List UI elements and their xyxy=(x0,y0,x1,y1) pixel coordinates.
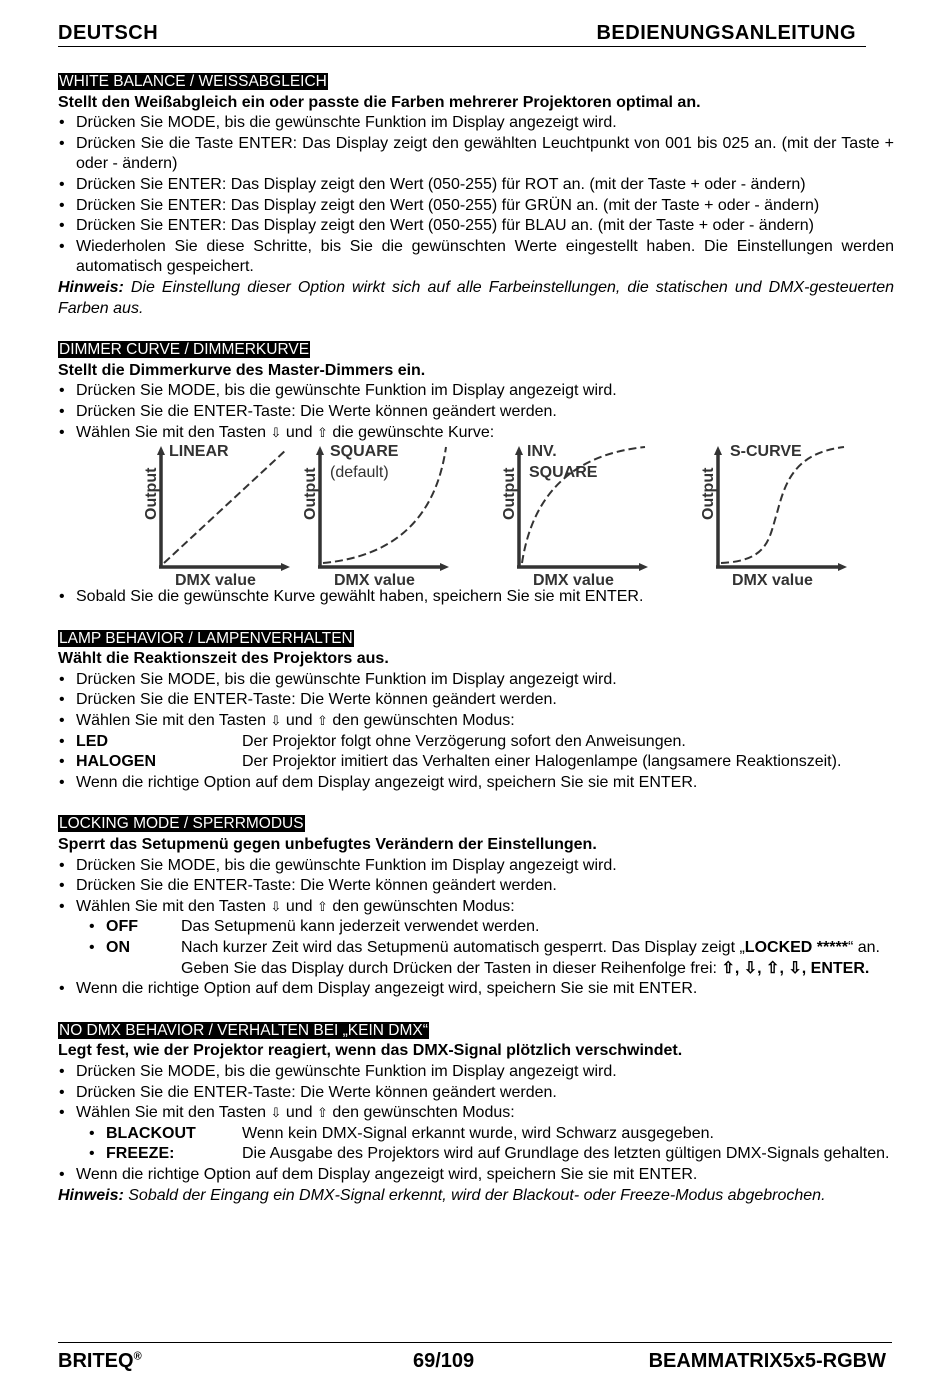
text: und xyxy=(281,1104,317,1122)
section-title: LAMP BEHAVIOR / LAMPENVERHALTEN xyxy=(59,629,353,647)
up-arrow-icon: ⇧ xyxy=(316,424,328,440)
y-axis-label: Output xyxy=(501,467,518,521)
text: Wählen Sie mit den Tasten xyxy=(76,1104,271,1122)
text: und xyxy=(281,423,317,441)
x-axis-label: DMX value xyxy=(533,572,614,588)
text: “ an. xyxy=(847,939,880,956)
list-item: • Drücken Sie ENTER: Das Display zeigt den Wert (050-255) für ROT an. (mit der Taste + oder - ändern) xyxy=(58,175,894,196)
text: Wählen Sie mit den Tasten xyxy=(76,897,271,915)
list-item: • Sobald Sie die gewünschte Kurve gewählt haben, speichern Sie sie mit ENTER. xyxy=(58,587,894,608)
list-item: • Drücken Sie die ENTER-Taste: Die Werte können geändert werden. xyxy=(58,1083,894,1104)
curve-title: S-CURVE xyxy=(730,443,802,461)
text: Wählen Sie mit den Tasten xyxy=(76,712,271,730)
step-list xyxy=(58,856,894,918)
curve-title: LINEAR xyxy=(169,443,229,461)
list-item: • Wenn die richtige Option auf dem Display angezeigt wird, speichern Sie sie mit ENTER. xyxy=(58,773,894,794)
note xyxy=(58,1186,894,1207)
step-list xyxy=(58,587,894,608)
option-key: • HALOGEN xyxy=(76,753,156,771)
list-item xyxy=(58,1103,894,1124)
curve-title: INV. xyxy=(527,443,557,461)
header-manual-title: BEDIENUNGSANLEITUNG xyxy=(596,22,856,44)
up-arrow-icon: ⇧ xyxy=(316,1105,328,1121)
note-text: Die Einstellung dieser Option wirkt sich auf alle Farbeinstellungen, die statischen und DMX-gesteuerten Farben aus. xyxy=(58,278,894,317)
unlock-sequence: ⇧, ⇩, ⇧, ⇩, ENTER. xyxy=(721,959,870,977)
locked-display-text: LOCKED ***** xyxy=(744,939,848,956)
option-desc: Wenn kein DMX-Signal erkannt wurde, wird Schwarz ausgegeben. xyxy=(242,1124,714,1142)
list-item: • Drücken Sie die ENTER-Taste: Die Werte können geändert werden. xyxy=(58,876,894,897)
step-list xyxy=(58,1165,894,1186)
list-item: • Wenn die richtige Option auf dem Display angezeigt wird, speichern Sie sie mit ENTER. xyxy=(58,1165,894,1186)
down-arrow-icon: ⇩ xyxy=(270,424,282,440)
option-desc: Der Projektor imitiert das Verhalten einer Halogenlampe (langsamere Reaktionszeit). xyxy=(242,753,842,771)
section-subtitle: Sperrt das Setupmenü gegen unbefugtes Verändern der Einstellungen. xyxy=(58,836,597,854)
text: den gewünschten Modus: xyxy=(327,712,515,730)
x-axis-label: DMX value xyxy=(732,572,813,588)
footer-brand xyxy=(58,1350,142,1373)
footer-model: BEAMMATRIX5x5-RGBW xyxy=(648,1350,886,1372)
text: den gewünschten Modus: xyxy=(327,1104,515,1122)
option-item xyxy=(88,938,894,979)
option-desc: Der Projektor folgt ohne Verzögerung sofort den Anweisungen. xyxy=(242,732,686,750)
option-desc xyxy=(181,938,894,979)
step-list xyxy=(58,113,894,278)
text: die gewünschte Kurve: xyxy=(327,423,495,441)
list-item: • Drücken Sie die ENTER-Taste: Die Werte können geändert werden. xyxy=(58,402,894,423)
x-axis-label: DMX value xyxy=(334,572,415,588)
option-key: • FREEZE: xyxy=(106,1145,175,1163)
text: Geben Sie das Display durch Drücken der Tasten in dieser Reihenfolge frei: xyxy=(181,959,722,977)
list-item xyxy=(58,711,894,732)
note xyxy=(58,278,894,319)
section-title: DIMMER CURVE / DIMMERKURVE xyxy=(59,341,310,359)
up-arrow-icon: ⇧ xyxy=(316,713,328,729)
option-key: • BLACKOUT xyxy=(106,1124,196,1142)
list-item: • Drücken Sie die ENTER-Taste: Die Werte können geändert werden. xyxy=(58,690,894,711)
list-item: • Drücken Sie ENTER: Das Display zeigt den Wert (050-255) für BLAU an. (mit der Taste + oder - ändern) xyxy=(58,216,894,237)
note-label: Hinweis: xyxy=(58,1186,124,1204)
section-subtitle: Stellt die Dimmerkurve des Master-Dimmers ein. xyxy=(58,361,426,379)
section-subtitle: Wählt die Reaktionszeit des Projektors aus. xyxy=(58,650,389,668)
list-item: • Wiederholen Sie diese Schritte, bis Sie die gewünschten Werte eingestellt haben. Die Einstellungen werden automatisch gespeichert. xyxy=(58,237,894,278)
section-no-dmx-behavior xyxy=(58,1021,894,1206)
text: Wählen Sie mit den Tasten xyxy=(76,423,271,441)
section-title: NO DMX BEHAVIOR / VERHALTEN BEI „KEIN DMX“ xyxy=(59,1021,428,1039)
section-locking-mode xyxy=(58,814,894,999)
curve-subtitle: (default) xyxy=(330,464,389,482)
header-language: DEUTSCH xyxy=(58,22,159,44)
option-key: • LED xyxy=(76,732,108,750)
step-list xyxy=(58,979,894,1000)
mode-list xyxy=(58,917,894,979)
curve-square-diagram xyxy=(301,443,501,587)
text: Nach kurzer Zeit wird das Setupmenü automatisch gesperrt. Das Display zeigt „ xyxy=(181,939,745,956)
list-item: • Wenn die richtige Option auf dem Display angezeigt wird, speichern Sie sie mit ENTER. xyxy=(58,979,894,1000)
list-item: • Drücken Sie MODE, bis die gewünschte Funktion im Display angezeigt wird. xyxy=(58,1062,894,1083)
up-arrow-icon: ⇧ xyxy=(316,898,328,914)
note-text: Sobald der Eingang ein DMX-Signal erkennt, wird der Blackout- oder Freeze-Modus abgebrochen. xyxy=(123,1186,826,1204)
list-item: • Drücken Sie MODE, bis die gewünschte Funktion im Display angezeigt wird. xyxy=(58,856,894,877)
list-item: • Drücken Sie die Taste ENTER: Das Display zeigt den gewählten Leuchtpunkt von 001 bis 025 an. (mit der Taste + oder - ändern) xyxy=(58,134,894,175)
section-title: LOCKING MODE / SPERRMODUS xyxy=(59,815,304,833)
option-item xyxy=(88,1144,894,1165)
y-axis-label: Output xyxy=(143,467,160,521)
mode-list xyxy=(58,1124,894,1165)
down-arrow-icon: ⇩ xyxy=(270,898,282,914)
x-axis-label: DMX value xyxy=(175,572,256,588)
registered-mark: ® xyxy=(133,1350,142,1363)
text: und xyxy=(281,712,317,730)
option-item xyxy=(88,1124,894,1145)
text: den gewünschten Modus: xyxy=(327,897,515,915)
down-arrow-icon: ⇩ xyxy=(270,713,282,729)
curve-inv-square-diagram xyxy=(500,443,700,587)
section-dimmer-curve xyxy=(58,340,894,608)
curve-subtitle: SQUARE xyxy=(529,464,598,482)
step-list xyxy=(58,1062,894,1124)
brand-name: BRITEQ xyxy=(58,1350,134,1372)
step-list xyxy=(58,670,894,794)
step-list xyxy=(58,381,894,443)
section-white-balance xyxy=(58,72,894,319)
down-arrow-icon: ⇩ xyxy=(270,1105,282,1121)
list-item: • Drücken Sie MODE, bis die gewünschte Funktion im Display angezeigt wird. xyxy=(58,670,894,691)
option-key: • ON xyxy=(106,939,130,956)
curve-linear-diagram xyxy=(102,443,302,587)
curve-s-curve-diagram xyxy=(699,443,899,587)
page-content xyxy=(58,72,894,1227)
dimmer-curve-diagrams xyxy=(58,443,894,587)
curve-title: SQUARE xyxy=(330,443,399,461)
y-axis-label: Output xyxy=(700,467,717,521)
page-footer xyxy=(58,1342,892,1379)
option-key: • OFF xyxy=(106,918,138,936)
section-subtitle: Legt fest, wie der Projektor reagiert, wenn das DMX-Signal plötzlich verschwindet. xyxy=(58,1042,683,1060)
section-title: WHITE BALANCE / WEISSABGLEICH xyxy=(59,73,327,90)
list-item: • Drücken Sie ENTER: Das Display zeigt den Wert (050-255) für GRÜN an. (mit der Taste + oder - ändern) xyxy=(58,196,894,217)
y-axis-label: Output xyxy=(302,467,319,521)
option-item xyxy=(88,917,894,938)
list-item: • Drücken Sie MODE, bis die gewünschte Funktion im Display angezeigt wird. xyxy=(58,113,894,134)
option-desc: Das Setupmenü kann jederzeit verwendet werden. xyxy=(181,918,540,936)
section-lamp-behavior xyxy=(58,629,894,794)
footer-page-number: 69/109 xyxy=(413,1350,475,1372)
list-item: • Drücken Sie MODE, bis die gewünschte Funktion im Display angezeigt wird. xyxy=(58,381,894,402)
option-desc: Die Ausgabe des Projektors wird auf Grundlage des letzten gültigen DMX-Signals gehalten. xyxy=(242,1145,890,1163)
text: und xyxy=(281,897,317,915)
option-item xyxy=(58,752,894,773)
page-header xyxy=(58,22,866,47)
section-subtitle: Stellt den Weißabgleich ein oder passte die Farben mehrerer Projektoren optimal an. xyxy=(58,93,701,111)
note-label: Hinweis: xyxy=(58,278,124,296)
list-item xyxy=(58,423,894,444)
option-item xyxy=(58,732,894,753)
list-item xyxy=(58,897,894,918)
